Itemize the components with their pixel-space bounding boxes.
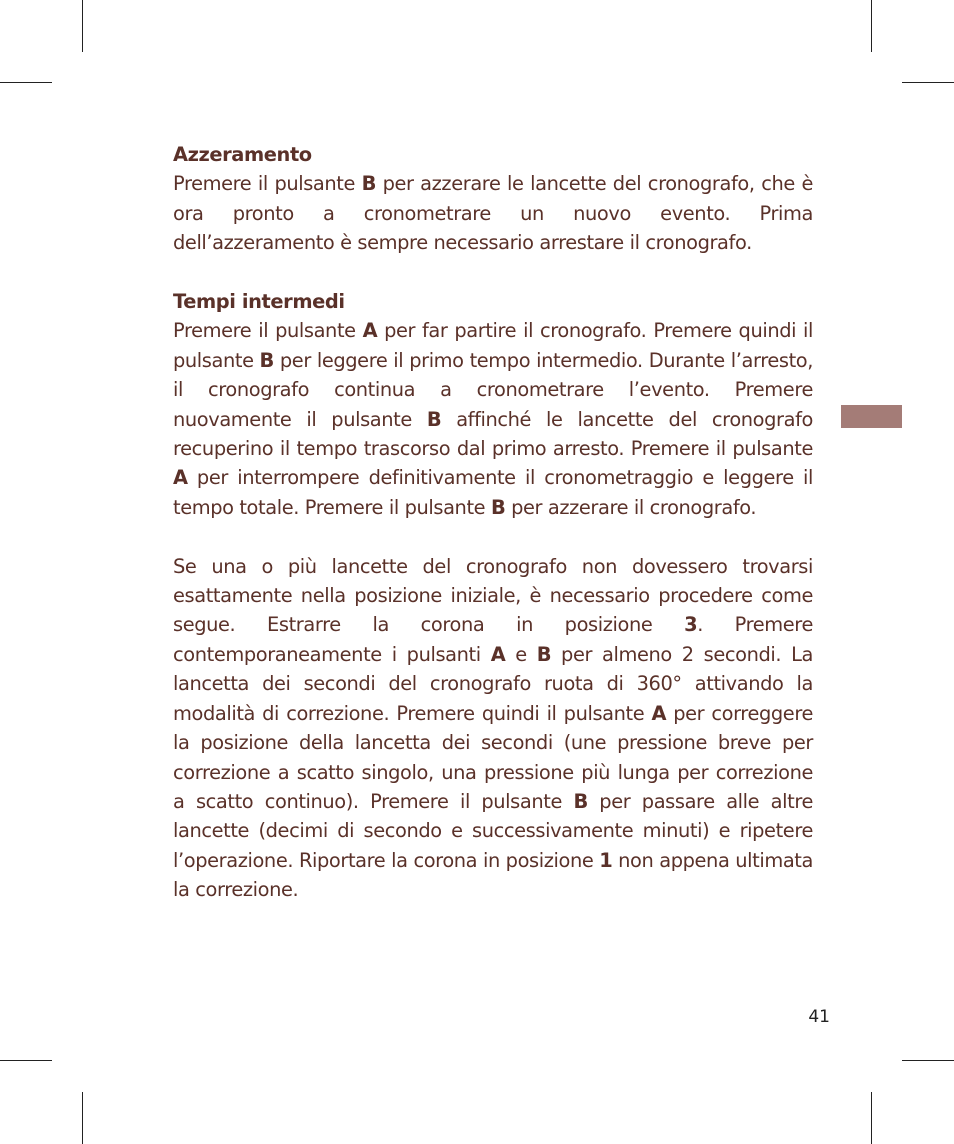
bold-reference: B [259,348,274,372]
bold-reference: A [490,642,506,666]
section-paragraph: Se una o più lancette del cronografo non dovessero trovarsi esattamente nella posizione iniziale, è necessario procedere come segue. Estrarre la corona in posizione 3. Premere contemporaneamente i pulsanti A e B per almeno 2 secondi. La lancetta dei secondi del cronografo ruota di 360° attivando la modalità di correzione. Premere quindi il pulsante A per correggere la posizione della lancetta dei secondi (une pressione breve per correzione a scatto singolo, una pressione più lunga per correzione a scatto continuo). Premere il pulsante B per passare alle altre lancette (decimi di secondo e successivamente minuti) e ripetere l’operazione. Riportare la corona in posizione 1 non appena ultimata la correzione. [173,554,814,902]
crop-mark-top-right-vertical [871,0,872,52]
section-paragraph: Premere il pulsante A per far partire il cronografo. Premere quindi il pulsante B per leggere il primo tempo intermedio. Durante l’arresto, il cronografo continua a cronometrare l’evento. Premere nuovamente il pulsante B affinché le lancette del cronografo recuperino il tempo trascorso dal primo arresto. Premere il pulsante A per interrompere definitivamente il cronometraggio e leggere il tempo totale. Premere il pulsante B per azzerare il cronografo. [173,319,814,519]
bold-reference: 3 [684,613,698,637]
section-hand-correction [173,552,813,905]
crop-mark-top-right-horizontal [902,82,954,83]
bold-reference: A [651,701,667,725]
bold-reference: A [173,466,188,490]
section-heading: Azzeramento [173,143,312,166]
crop-mark-bottom-left-vertical [82,1092,83,1144]
page-number: 41 [808,1007,830,1027]
bold-reference: B [573,789,588,813]
bold-reference: B [426,407,442,431]
section-heading: Tempi intermedi [173,290,345,314]
section-split-times [173,287,813,522]
section-paragraph: Premere il pulsante B per azzerare le lancette del cronografo, che è ora pronto a cronometrare un nuovo evento. Prima dell’azzeramento è sempre necessario arrestare il cronografo. [173,172,814,255]
bold-reference: B [361,172,377,196]
bold-reference: A [362,319,378,343]
bold-reference: B [490,495,506,519]
crop-mark-top-left-horizontal [0,82,52,83]
bold-reference: 1 [599,848,613,872]
crop-mark-bottom-right-horizontal [902,1060,954,1061]
section-tab-marker [841,405,902,428]
crop-mark-bottom-right-vertical [871,1092,872,1144]
crop-mark-top-left-vertical [82,0,83,52]
crop-mark-bottom-left-horizontal [0,1060,52,1061]
bold-reference: B [536,642,552,666]
section-reset [173,140,813,258]
page-content [173,140,813,934]
